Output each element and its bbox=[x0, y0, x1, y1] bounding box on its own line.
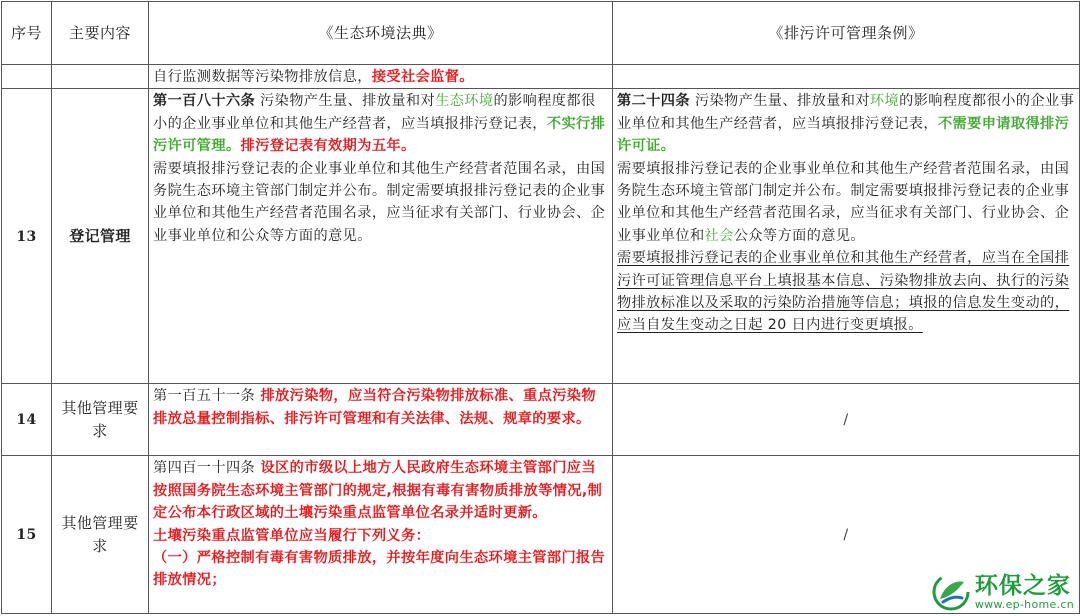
code-13-green-emphasis: 不实行排污许可管理。 bbox=[153, 115, 606, 155]
code-14-article: 第一百五十一条 bbox=[153, 388, 256, 405]
cont-code-cell bbox=[149, 65, 613, 89]
watermark-logo bbox=[931, 572, 1074, 612]
reg-13-para-3: 需要填报排污登记表的企业事业单位和其他生产经营者，应当在全国排污许可证管理信息平台上填报基本信息、污染物排放去向、执行的污染物排放标准以及采取的污染防治措施等信息；填报的信息发生变动的，应当自发生变动之日起 20 日内进行变更填报。 bbox=[617, 250, 1070, 334]
header-content: 主要内容 bbox=[52, 2, 149, 65]
code-13-para-1 bbox=[153, 90, 608, 157]
cont-topic-cell bbox=[52, 65, 149, 89]
header-code: 《生态环境法典》 bbox=[149, 2, 613, 65]
reg-13-text-c: 的影响程度都很小的企业事业单位和其他生产经营者，应当填报排污登记表， bbox=[617, 93, 1075, 132]
reg-cell-15: / bbox=[613, 456, 1080, 614]
cont-reg-cell bbox=[613, 65, 1080, 89]
reg-13-article: 第二十四条 bbox=[617, 93, 690, 110]
seq-13: 13 bbox=[2, 89, 52, 384]
header-seq: 序号 bbox=[2, 2, 52, 65]
code-cell-15 bbox=[149, 456, 613, 614]
reg-13-p2-text: 需要填报排污登记表的企业事业单位和其他生产经营者范围名录，由国务院生态环境主管部门制定并公布。制定需要填报排污登记表的企业事业单位和其他生产经营者范围名录，应当征求有关部门、行业协会、企业事业单位和 bbox=[617, 160, 1070, 244]
topic-14: 其他管理要求 bbox=[52, 384, 149, 456]
watermark-name: 环保之家 bbox=[974, 573, 1071, 599]
reg-13-green-emphasis: 不需要申请取得排污许可证。 bbox=[617, 115, 1070, 155]
code-13-highlight: 生态环境 bbox=[435, 93, 494, 110]
topic-13: 登记管理 bbox=[52, 89, 149, 384]
code-15-para-3: （一）严格控制有毒有害物质排放，并按年度向生态环境主管部门报告排放情况； bbox=[153, 550, 606, 589]
code-15-para-1 bbox=[153, 457, 608, 524]
cont-code-text: 自行监测数据等污染物排放信息， bbox=[153, 69, 372, 85]
reg-13-p2-tail: 公众等方面的意见。 bbox=[733, 227, 866, 244]
table-row-15 bbox=[2, 456, 1080, 614]
code-13-article: 第一百八十六条 bbox=[153, 93, 256, 110]
reg-13-para-1 bbox=[617, 90, 1075, 157]
topic-15: 其他管理要求 bbox=[52, 456, 149, 614]
reg-13-para-2 bbox=[617, 158, 1075, 248]
reg-13-highlight: 环境 bbox=[869, 93, 900, 110]
header-regulation: 《排污许可管理条例》 bbox=[613, 2, 1080, 65]
cont-code-emphasis: 接受社会监督。 bbox=[371, 69, 474, 85]
code-15-article: 第四百一十四条 bbox=[153, 460, 256, 477]
code-cell-14 bbox=[149, 384, 613, 456]
code-13-para-2: 需要填报排污登记表的企业事业单位和其他生产经营者范围名录，由国务院生态环境主管部门制定并公布。制定需要填报排污登记表的企业事业单位和其他生产经营者范围名录，应当征求有关部门、行业协会、企业事业单位和公众等方面的意见。 bbox=[153, 160, 606, 244]
table-row-13 bbox=[2, 89, 1080, 384]
code-13-red-emphasis: 排污登记表有效期为五年。 bbox=[240, 138, 416, 155]
comparison-table bbox=[1, 1, 1080, 614]
code-15-para-2: 土壤污染重点监管单位应当履行下列义务： bbox=[153, 527, 431, 544]
reg-13-p2-highlight: 社会 bbox=[704, 227, 734, 244]
code-14-emphasis: 排放污染物，应当符合污染物排放标准、重点污染物排放总量控制指标、排污许可管理和有关法律、法规、规章的要求。 bbox=[153, 388, 596, 427]
seq-15: 15 bbox=[2, 456, 52, 614]
seq-14: 14 bbox=[2, 384, 52, 456]
cont-seq-cell bbox=[2, 65, 52, 89]
code-13-text-c: 的影响程度都很小的企业事业单位和其他生产经营者，应当填报排污登记表， bbox=[153, 93, 596, 132]
reg-cell-13 bbox=[613, 89, 1080, 384]
table-row-14 bbox=[2, 384, 1080, 456]
watermark-url: www.ep-home.cn bbox=[974, 598, 1074, 611]
header-row bbox=[2, 2, 1080, 65]
code-cell-13 bbox=[149, 89, 613, 384]
leaf-swirl-logo-icon bbox=[931, 572, 971, 612]
reg-cell-14: / bbox=[613, 384, 1080, 456]
code-15-emphasis: 设区的市级以上地方人民政府生态环境主管部门应当按照国务院生态环境主管部门的规定,根据有毒有害物质排放等情况,制定公布本行政区域的土壤污染重点监管单位名录并适时更新。 bbox=[153, 460, 603, 522]
watermark-text bbox=[975, 573, 1074, 611]
code-13-text-a: 污染物产生量、排放量和对 bbox=[255, 93, 436, 110]
table-row-continuation bbox=[2, 65, 1080, 89]
reg-13-text-a: 污染物产生量、排放量和对 bbox=[689, 93, 870, 110]
